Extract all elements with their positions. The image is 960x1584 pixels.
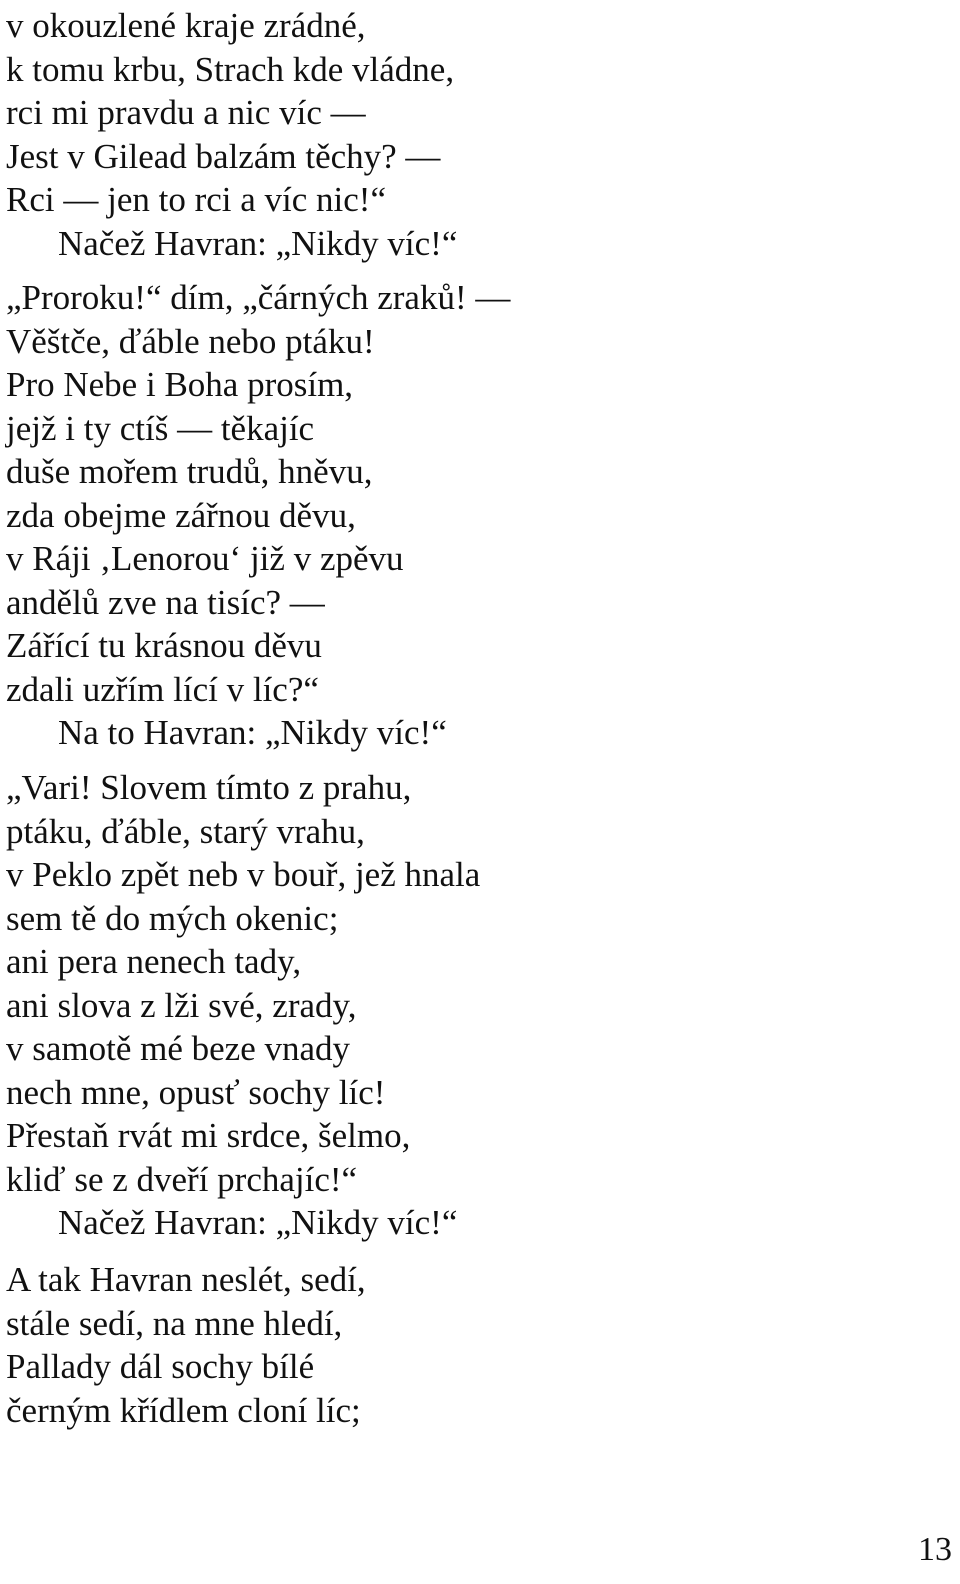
poem-line: v Ráji ‚Lenorou‘ již v zpěvu [6, 539, 404, 578]
poem-line: nech mne, opusť sochy líc! [6, 1072, 386, 1112]
poem-line: černým křídlem cloní líc; [6, 1390, 361, 1430]
poem-line: zda obejme zářnou děvu, [6, 495, 356, 535]
poem-line: stále sedí, na mne hledí, [6, 1303, 343, 1343]
stanza-2 [6, 276, 906, 755]
poem-line: k tomu krbu, Strach kde vládne, [6, 49, 455, 89]
poem-line: v samotě mé beze vnady [6, 1029, 351, 1068]
poem-line: Pallady dál sochy bílé [6, 1347, 315, 1386]
poem-line: Jest v Gilead balzám těchy? — [6, 136, 441, 176]
poem-line: v Peklo zpět neb v bouř, jež hnala [6, 855, 481, 894]
poem-line: „Proroku!“ dím, „čárných zraků! — [6, 278, 511, 317]
poem-line: v okouzlené kraje zrádné, [6, 6, 366, 45]
poem-line: Rci — jen to rci a víc nic!“ [6, 180, 386, 219]
poem-line: Pro Nebe i Boha prosím, [6, 365, 354, 404]
poem-line: kliď se z dveří prchajíc!“ [6, 1159, 358, 1199]
poem-line: andělů zve na tisíc? — [6, 582, 325, 622]
stanza-3 [6, 766, 906, 1245]
poem-line: Zářící tu krásnou děvu [6, 626, 322, 665]
poem-line: „Vari! Slovem tímto z prahu, [6, 768, 412, 807]
poem-line: sem tě do mých okenic; [6, 898, 339, 938]
poem-line: duše mořem trudů, hněvu, [6, 452, 373, 491]
refrain-line: Načež Havran: „Nikdy víc!“ [58, 223, 458, 263]
poem-line: ani pera nenech tady, [6, 942, 302, 981]
page-number: 13 [918, 1531, 952, 1568]
poem-line: A tak Havran neslét, sedí, [6, 1260, 366, 1299]
poem-line: rci mi pravdu a nic víc — [6, 93, 366, 132]
refrain-line: Na to Havran: „Nikdy víc!“ [58, 713, 447, 752]
refrain-line: Načež Havran: „Nikdy víc!“ [58, 1203, 458, 1242]
stanza-1 [6, 4, 906, 265]
poem-line: ani slova z lži své, zrady, [6, 985, 357, 1025]
poem-line: zdali uzřím lící v líc?“ [6, 669, 319, 709]
poem-line: Přestaň rvát mi srdce, šelmo, [6, 1116, 411, 1155]
stanza-4 [6, 1258, 906, 1432]
poem-line: jejž i ty ctíš — těkajíc [6, 408, 315, 448]
poem-line: Věštče, ďáble nebo ptáku! [6, 321, 375, 361]
poem-line: ptáku, ďáble, starý vrahu, [6, 811, 365, 851]
